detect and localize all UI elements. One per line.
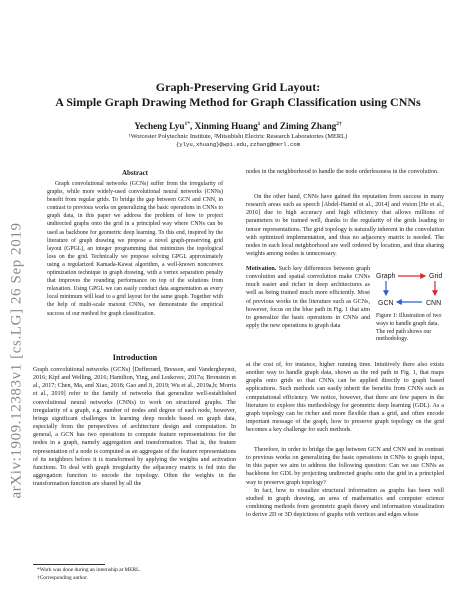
- introduction-body: [33, 366, 236, 488]
- abstract-body: [47, 180, 223, 318]
- author-3-mark: 2†: [336, 120, 342, 127]
- figure-1-caption: Figure 1: Illustration of two ways to handle graph data. The red path shows our methodology.: [376, 313, 442, 343]
- author-1-mark: 1*: [184, 120, 191, 127]
- footnote-internship: *Work was done during an internship at MERL.: [37, 567, 141, 573]
- right-paragraph-1-text: nodes in the neighborhood to handle the node orderlessness in the convolution.: [246, 169, 439, 175]
- author-list: Yecheng Lyu$^{1*}$, Xinming Huang$^1$ and Ziming Zhang$^{2\dagger}$: [134, 120, 342, 131]
- figure-label-graph: Graph: [376, 273, 396, 280]
- author-3: Ziming Zhang: [279, 121, 337, 131]
- footnote-rule: [33, 564, 105, 565]
- arxiv-stamp-text: arXiv:1909.12383v1 [cs.LG] 26 Sep 2019: [8, 221, 25, 499]
- title-block: [40, 80, 436, 148]
- right-paragraph-5: [246, 446, 444, 519]
- right-paragraph-1: [246, 168, 444, 176]
- motivation-text: Such key differences between graph convolution and spatial convolution make CNNs much easier and richer in deep architectures as well as being trained much more efficiently. Most of previous works in the literature such as GCNs, however, focus on the blue path in Fig. 1 that aim to generalize the basic operations in CNNs and apply the new operations to graph data: [246, 266, 370, 330]
- figure-label-grid: Grid: [429, 273, 443, 280]
- paper-title: [40, 80, 436, 110]
- footnote-corresponding: †Corresponding author.: [37, 575, 88, 581]
- title-line-1: Graph-Preserving Grid Layout:: [155, 80, 321, 94]
- abstract-heading: Abstract: [121, 169, 149, 177]
- affiliations: ¹Worcester Polytechnic Institute, ²Mitsubishi Electric Research Laboratories (MERL): [128, 133, 348, 140]
- motivation-paragraph: [246, 265, 370, 330]
- introduction-text: Graph convolutional networks (GCNs) [Defferrard, Bresson, and Vandergheynst, 2016; Kipf and Welling, 2016; Hamilton, Ying, and Leskovec, 2017a; Bronstein et al., 2017; Chen, Ma, and Xiao, 2018; Gao and Ji, 2019; Wu et al., 2019a,b; Morris et al., 2019] refer to the family of networks that generalize well-established convolutional neural networks (CNNs) to work on structured graphs. The irregularity of a graph, e.g. number of nodes and degree of each node, however, brings significant challenges in learning deep models based on graph data, especially from the perspectives of architecture design and computation. In general, a GCN has two operations to compute feature representations for the nodes in a graph, namely aggregation and transformation. That is, the feature representation of a node is computed as an aggregate of the feature representations of its neighbors before it is transformed by applying the weights and activation functions. To deal with graph irregularity the adjacency matrix is fed into the aggregation function to encode the topology. Often the weights in the transformation function are shared by all the: [33, 367, 236, 488]
- right-paragraph-4-text: at the cost of, for instance, higher running time. Intuitively there also exists another way to handle graph data, shown as the red path in Fig. 1, that maps graphs onto grids so that CNNs can be applied directly to graph based applications. Such methods can easily inherit the benefits from CNNs such as computational efficiency. We notice, however, that there are few papers in the literature to explore this methodology for geometric deep learning (GDL). As a graph topology can be richer and more flexible than a grid, and often encode important message of the graph, how to preserve graph topology on the grid becomes a key challenge for such methods.: [246, 362, 444, 434]
- motivation-label: Motivation.: [246, 266, 277, 272]
- figure-1-diagram: [374, 268, 448, 308]
- author-2-mark: 1: [257, 120, 261, 127]
- figure-label-cnn: CNN: [426, 300, 442, 307]
- right-paragraph-2: [246, 193, 444, 258]
- introduction-heading: Introduction: [112, 353, 158, 362]
- title-line-2: A Simple Graph Drawing Method for Graph Classification using CNNs: [55, 95, 421, 109]
- author-and: and: [260, 121, 280, 131]
- right-paragraph-5-text: Therefore, in order to bridge the gap between GCN and CNN and in contrast to previous works on generalizing the basic operations in CNNs to graph input, in this paper we aim to address the following question: Can we use CNNs as backbone for GDL by projecting undirected graphs onto the grid in a principled way to preserve graph topology?: [246, 447, 444, 486]
- author-emails: {ylyu,xhuang}@wpi.edu,zzhang@merl.com: [175, 141, 301, 148]
- right-paragraph-4: [246, 361, 444, 434]
- author-1: Yecheng Lyu: [134, 121, 185, 131]
- abstract-text: Graph convolutional networks (GCNs) suffer from the irregularity of graphs, while more widely-used convolutional neural networks (CNNs) benefit from regular grids. To bridge the gap between GCN and CNN, in contrast to previous works on generalizing the basic operations in CNNs to graph data, in this paper we address the problem of how to project undirected graphs onto the grid in a principled way where CNNs can be used as backbone for geometric deep learning. To this end, inspired by the literature of graph drawing we propose a novel graph-preserving grid layout (GPGL), an integer programming that minimizes the topological loss on the grid. Technically we propose solving GPGL approximately using a regularized Kamada-Kawai algorithm, a well-known nonconvex optimization technique in graph drawing, with a vertex separation penalty that improves the rounding performance on top of the solutions from relaxation. Using GPGL we can easily conduct data augmentation as every local minimum will lead to a grid layout for the same graph. Together with the help of multi-scale maxout CNNs, we demonstrate the empirical success of our method for graph classification.: [47, 181, 223, 317]
- arxiv-stamp: [4, 150, 30, 570]
- figure-label-gcn: GCN: [378, 300, 394, 307]
- right-paragraph-2-text: On the other hand, CNNs have gained the reputation from success in many research areas such as speech [Abdel-Hamid et al., 2014] and vision [He et al., 2016] due to high accuracy and high efficiency that allows millions of parameters to be trained well, thanks to the regularity of the grids leading to tensor representations. The grid topology is naturally inherent in the convolution with optimized implementation, and thus no adjacency matrix is needed. The nodes in each local neighborhood are well ordered by location, and thus sharing weights among nodes is unnecessary.: [246, 194, 444, 258]
- right-paragraph-6-text: In fact, how to visualize structural information as graphs has been well studied in graph drawing, an area of mathematics and computer science combining methods from geometric graph theory and information visualization to derive 2D or 3D depictions of graphs with vertices and edges whose: [246, 487, 444, 519]
- author-2: Xinming Huang: [194, 121, 258, 131]
